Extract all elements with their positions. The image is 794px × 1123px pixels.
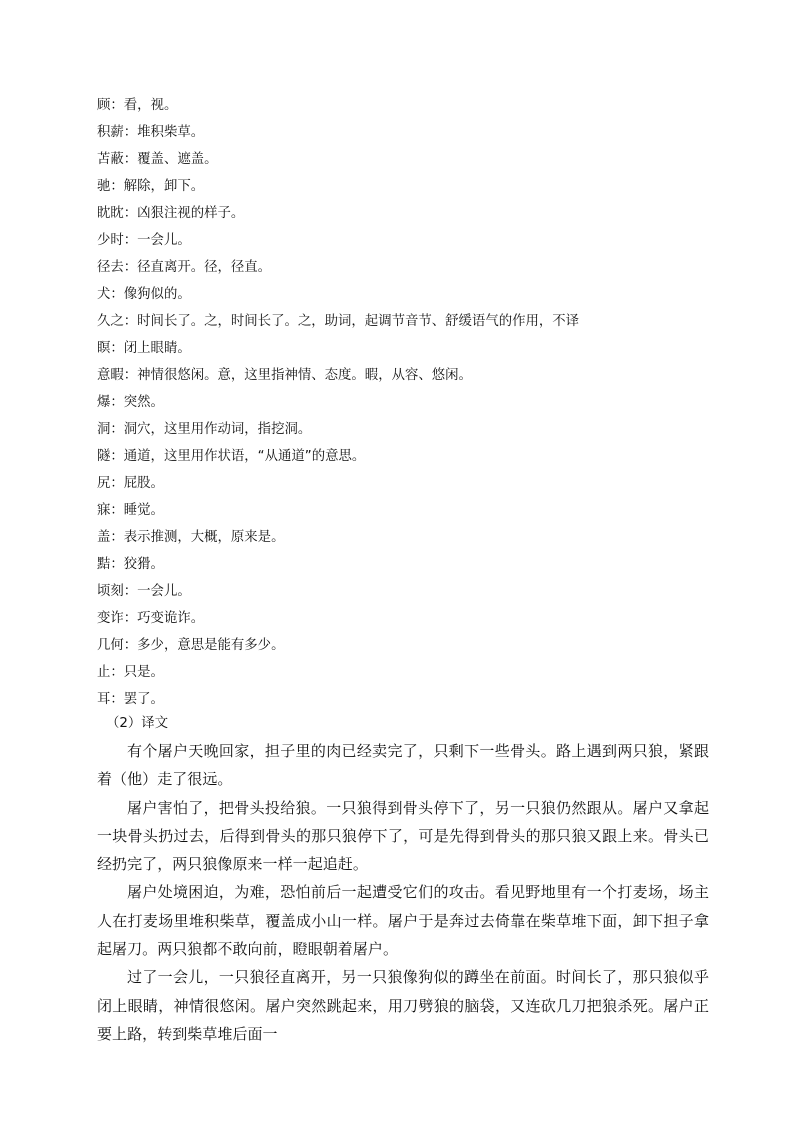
glossary-entry: 苫蔽：覆盖、遮盖。: [97, 152, 218, 167]
glossary-entry: 隧：通道，这里用作状语，“从通道”的意思。: [97, 449, 366, 464]
glossary-entry: 积薪：堆积柴草。: [97, 125, 205, 140]
glossary-entry: 意暇：神情很悠闲。意，这里指神情、态度。暇，从容、悠闲。: [97, 368, 472, 383]
glossary-entry: 爆：突然。: [97, 395, 164, 410]
glossary-entry: 犬：像狗似的。: [97, 287, 191, 302]
translation-paragraph: 有个屠户天晚回家，担子里的肉已经卖完了，只剩下一些骨头。路上遇到两只狼，紧跟着（他）走了很远。: [97, 742, 709, 789]
glossary-entry: 盖：表示推测，大概，原来是。: [97, 530, 285, 545]
glossary-entry: 几何：多少，意思是能有多少。: [97, 638, 285, 653]
glossary-entry: 尻：屁股。: [97, 476, 164, 491]
glossary-entry: 止：只是。: [97, 665, 164, 680]
glossary-entry: 驰：解除，卸下。: [97, 179, 205, 194]
glossary-entry: 变诈：巧变诡诈。: [97, 611, 205, 626]
glossary-entry: 径去：径直离开。径，径直。: [97, 260, 272, 275]
glossary-entry: 寐：睡觉。: [97, 503, 164, 518]
glossary-entry: 眈眈：凶狠注视的样子。: [97, 206, 245, 221]
glossary-entry: 顷刻：一会儿。: [97, 584, 191, 599]
glossary-entry: 顾：看，视。: [97, 98, 178, 113]
glossary-list: [97, 92, 717, 713]
translation-paragraph: 屠户处境困迫，为难，恐怕前后一起遭受它们的攻击。看见野地里有一个打麦场，场主人在打麦场里堆积柴草，覆盖成小山一样。屠户于是奔过去倚靠在柴草堆下面，卸下担子拿起屠刀。两只狼都不敢向前，瞪眼朝着屠户。: [97, 883, 709, 959]
glossary-entry: 洞：洞穴，这里用作动词，指挖洞。: [97, 422, 312, 437]
glossary-entry: 黠：狡猾。: [97, 557, 164, 572]
glossary-entry: 少时：一会儿。: [97, 233, 191, 248]
translation-paragraph: 过了一会儿，一只狼径直离开，另一只狼像狗似的蹲坐在前面。时间长了，那只狼似乎闭上眼睛，神情很悠闲。屠户突然跳起来，用刀劈狼的脑袋，又连砍几刀把狼杀死。屠户正要上路，转到柴草堆后面一: [97, 968, 709, 1043]
glossary-entry: 耳：罢了。: [97, 692, 164, 707]
translation-body: [97, 737, 709, 1048]
section-heading-translation: （2）译文: [106, 716, 169, 731]
translation-paragraph: 屠户害怕了，把骨头投给狼。一只狼得到骨头停下了，另一只狼仍然跟从。屠户又拿起一块骨头扔过去，后得到骨头的那只狼停下了，可是先得到骨头的那只狼又跟上来。骨头已经扔完了，两只狼像原来一样一起追赶。: [97, 798, 709, 874]
glossary-entry: 久之：时间长了。之，时间长了。之，助词，起调节音节、舒缓语气的作用，不译: [97, 314, 580, 329]
glossary-entry: 瞑：闭上眼睛。: [97, 341, 191, 356]
